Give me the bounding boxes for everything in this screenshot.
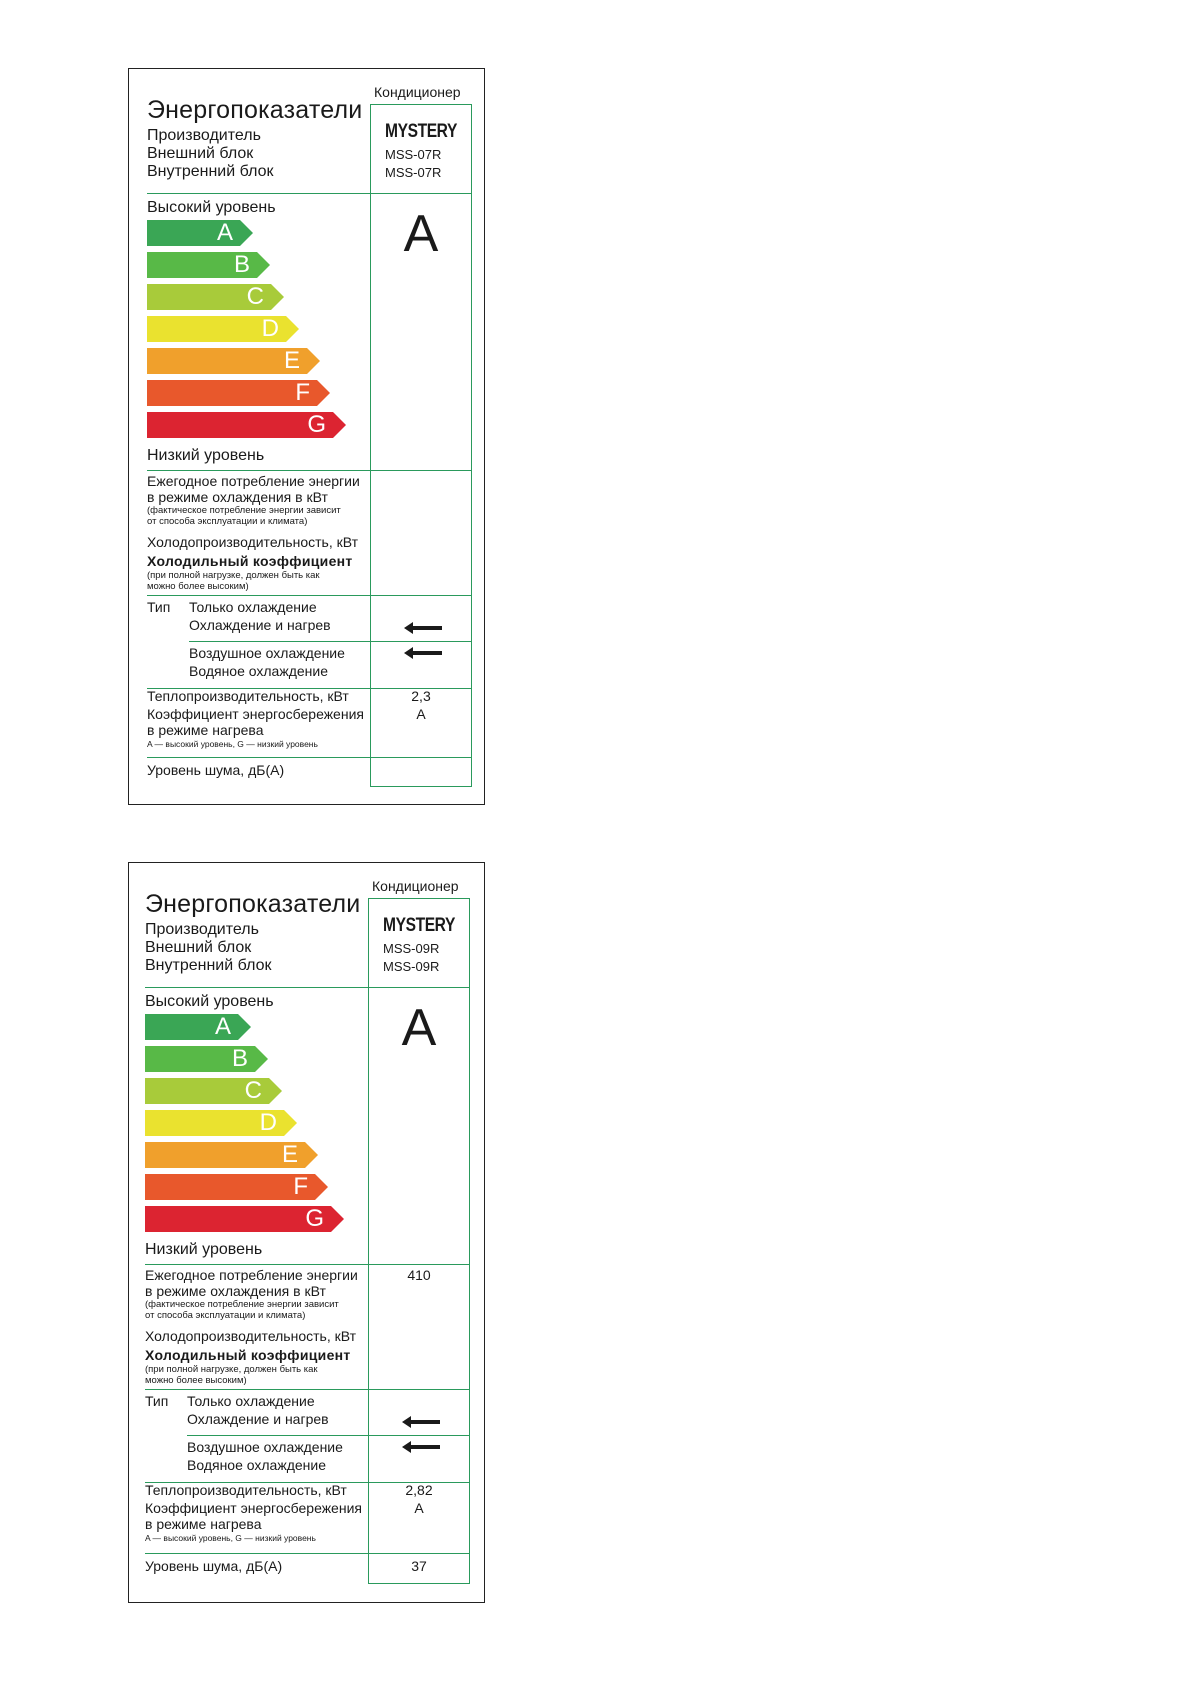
annual-consumption-label-2: в режиме охлаждения в кВт [147, 489, 328, 505]
device-type: Кондиционер [374, 84, 461, 100]
scale-note: A — высокий уровень, G — низкий уровень [147, 739, 318, 749]
divider [147, 757, 472, 758]
manufacturer-label: Производитель [145, 921, 259, 938]
energy-bar-letter: D [259, 1109, 277, 1136]
cooling-coefficient-note-2: можно более высоким) [145, 1375, 247, 1386]
energy-bar-b [145, 1046, 268, 1072]
divider [147, 193, 472, 194]
energy-bar-d [145, 1110, 297, 1136]
label-title: Энергопоказатели [145, 890, 361, 918]
divider [368, 898, 470, 899]
heating-efficiency-label-2: в режиме нагрева [145, 1516, 262, 1532]
energy-bar-letter: B [233, 251, 250, 278]
noise-value: 37 [411, 1558, 427, 1574]
noise-label: Уровень шума, дБ(А) [147, 762, 285, 778]
outdoor-unit-label: Внешний блок [147, 145, 254, 162]
energy-label-1 [128, 68, 485, 805]
cooling-coefficient-label: Холодильный коэффициент [145, 1347, 351, 1363]
air-cooling-option: Воздушное охлаждение [187, 1439, 343, 1455]
cooling-capacity-label: Холодопроизводительность, кВт [145, 1328, 357, 1344]
arrow-left-icon [402, 1416, 440, 1428]
energy-bar-d [147, 316, 299, 342]
divider [189, 641, 472, 642]
label-title: Энергопоказатели [147, 96, 363, 124]
divider [145, 1553, 470, 1554]
device-type: Кондиционер [372, 878, 459, 894]
energy-bar-letter: G [307, 411, 326, 438]
energy-bar-letter: D [261, 315, 279, 342]
divider [145, 1264, 470, 1265]
heating-efficiency-value: A [416, 706, 426, 722]
cooling-capacity-label: Холодопроизводительность, кВт [147, 534, 359, 550]
annual-consumption-label-1: Ежегодное потребление энергии [147, 473, 360, 489]
outdoor-model: MSS-07R [385, 147, 442, 162]
energy-bar-letter: F [295, 379, 310, 406]
annual-consumption-note-2: от способа эксплуатации и климата) [145, 1310, 306, 1321]
indoor-unit-label: Внутренний блок [147, 163, 274, 180]
arrow-left-icon [402, 1441, 440, 1453]
divider [370, 104, 472, 105]
annual-consumption-note-2: от способа эксплуатации и климата) [147, 516, 308, 527]
indoor-model: MSS-09R [383, 959, 440, 974]
type-label: Тип [145, 1393, 169, 1409]
cooling-coefficient-note-2: можно более высоким) [147, 581, 249, 592]
heating-efficiency-label-1: Коэффициент энергосбережения [147, 706, 364, 722]
arrow-left-icon [404, 647, 442, 659]
heating-capacity-label: Теплопроизводительность, кВт [147, 688, 349, 704]
scale-note: A — высокий уровень, G — низкий уровень [145, 1533, 316, 1543]
energy-bar-f [147, 380, 330, 406]
cooling-coefficient-label: Холодильный коэффициент [147, 553, 353, 569]
energy-bar-letter: G [305, 1205, 324, 1232]
annual-consumption-label-1: Ежегодное потребление энергии [145, 1267, 358, 1283]
cooling-coefficient-note-1: (при полной нагрузке, должен быть как [145, 1364, 318, 1375]
energy-bar-a [147, 220, 253, 246]
heating-capacity-value: 2,3 [411, 688, 431, 704]
energy-bar-letter: A [216, 219, 233, 246]
divider [147, 470, 472, 471]
energy-bar-c [145, 1078, 282, 1104]
divider [147, 595, 472, 596]
energy-bar-f [145, 1174, 328, 1200]
indoor-model: MSS-07R [385, 165, 442, 180]
energy-class-value: A [403, 205, 439, 263]
heating-efficiency-label-2: в режиме нагрева [147, 722, 264, 738]
energy-bar-g [145, 1206, 344, 1232]
energy-bar-g [147, 412, 346, 438]
air-cooling-option: Воздушное охлаждение [189, 645, 345, 661]
heating-efficiency-value: A [414, 1500, 424, 1516]
outdoor-unit-label: Внешний блок [145, 939, 252, 956]
water-cooling-option: Водяное охлаждение [189, 663, 329, 679]
cooling-only-option: Только охлаждение [189, 599, 317, 615]
low-level-label: Низкий уровень [145, 1241, 263, 1258]
energy-bar-e [145, 1142, 318, 1168]
energy-bar-letter: A [214, 1013, 231, 1040]
energy-bar-letter: C [246, 283, 264, 310]
energy-label-2 [128, 862, 485, 1603]
low-level-label: Низкий уровень [147, 447, 265, 464]
annual-consumption-note-1: (фактическое потребление энергии зависит [147, 505, 341, 516]
heating-capacity-value: 2,82 [405, 1482, 433, 1498]
manufacturer-label: Производитель [147, 127, 261, 144]
water-cooling-option: Водяное охлаждение [187, 1457, 327, 1473]
divider [368, 1583, 470, 1584]
energy-bar-letter: B [231, 1045, 248, 1072]
energy-bar-letter: F [293, 1173, 308, 1200]
energy-bar-a [145, 1014, 251, 1040]
energy-class-value: A [401, 999, 437, 1057]
divider [370, 786, 472, 787]
type-label: Тип [147, 599, 171, 615]
energy-bar-letter: E [283, 347, 300, 374]
noise-label: Уровень шума, дБ(А) [145, 1558, 283, 1574]
annual-consumption-note-1: (фактическое потребление энергии зависит [145, 1299, 339, 1310]
cooling-heating-option: Охлаждение и нагрев [189, 617, 331, 633]
energy-bar-letter: E [281, 1141, 298, 1168]
outdoor-model: MSS-09R [383, 941, 440, 956]
divider [187, 1435, 470, 1436]
high-level-label: Высокий уровень [147, 199, 276, 216]
divider [145, 987, 470, 988]
energy-bar-letter: C [244, 1077, 262, 1104]
high-level-label: Высокий уровень [145, 993, 274, 1010]
energy-bar-c [147, 284, 284, 310]
cooling-only-option: Только охлаждение [187, 1393, 315, 1409]
heating-efficiency-label-1: Коэффициент энергосбережения [145, 1500, 362, 1516]
annual-consumption-label-2: в режиме охлаждения в кВт [145, 1283, 326, 1299]
arrow-left-icon [404, 622, 442, 634]
cooling-coefficient-note-1: (при полной нагрузке, должен быть как [147, 570, 320, 581]
energy-bar-b [147, 252, 270, 278]
brand-logo: MYSTERY [383, 915, 455, 936]
indoor-unit-label: Внутренний блок [145, 957, 272, 974]
brand-logo: MYSTERY [385, 121, 457, 142]
cooling-heating-option: Охлаждение и нагрев [187, 1411, 329, 1427]
energy-bar-e [147, 348, 320, 374]
annual-consumption-value: 410 [407, 1267, 431, 1283]
heating-capacity-label: Теплопроизводительность, кВт [145, 1482, 347, 1498]
divider [145, 1389, 470, 1390]
